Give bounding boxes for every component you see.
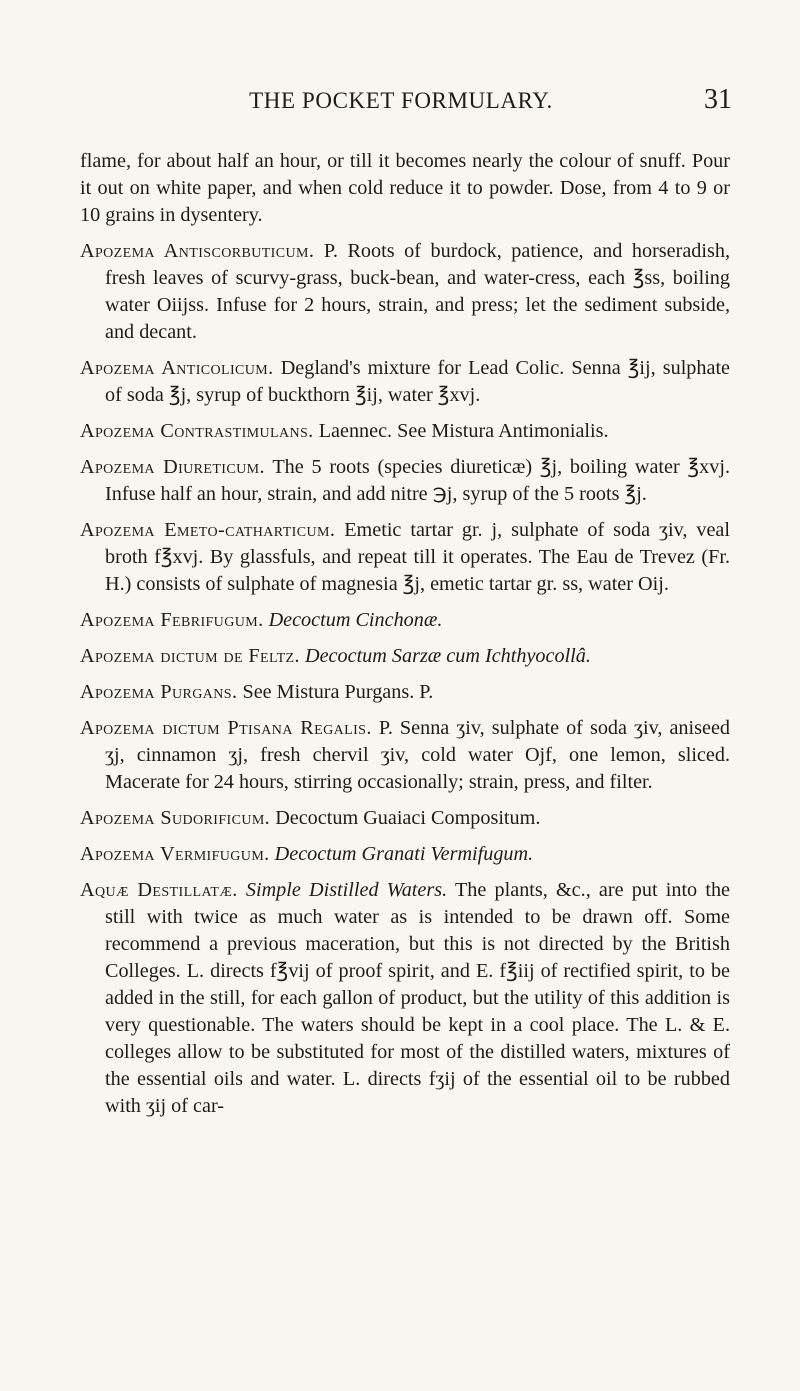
entry-apozema-de-feltz [80,643,730,670]
entry-apozema-antiscorbuticum [80,238,730,346]
running-title: THE POCKET FORMULARY. [249,88,553,113]
entry-italic-text: Decoctum Granati Vermifugum. [274,843,534,865]
entry-apozema-purgans [80,679,730,706]
entry-heading: Apozema Sudorificum. [80,807,271,829]
entry-heading: Apozema Diureticum. [80,456,265,478]
entry-heading: Apozema Febrifugum. [80,609,264,631]
entry-text: flame, for about half an hour, or till it becomes nearly the colour of snuff. Pour it out on white paper, and when cold reduce it to powder. Dose, from 4 to 9 or 10 grains in dysentery. [80,150,730,226]
entry-heading: Apozema Vermifugum. [80,843,270,865]
entry-text: The plants, &c., are put into the still with twice as much water as is intended to be drawn off. Some recommend a previous maceration, but this is not directed by the British Colleges. L. directs f℥vij of proof spirit, and E. f℥iij of rectified spirit, to be added in the still, for each gallon of product, but the utility of this addition is very questionable. The waters should be kept in a cool place. The L. & E. colleges allow to be substituted for most of the distilled waters, mixtures of the essential oils and water. L. directs fʒij of the essential oil to be rubbed with ʒij of car- [105,879,730,1117]
entry-heading: Apozema dictum Ptisana Regalis. [80,717,372,739]
entry-text: P. Roots of burdock, patience, and horseradish, fresh leaves of scurvy-grass, buck-bean, and water-cress, each ℥ss, boiling water Oiijss. Infuse for 2 hours, strain, and press; let the sediment subside, and decant. [105,240,730,343]
page-body [80,148,730,1129]
entry-text: Decoctum Guaiaci Compositum. [275,807,541,829]
entry-heading: Apozema Anticolicum. [80,357,274,379]
entry-text: Degland's mixture for Lead Colic. Senna ℥ij, sulphate of soda ℥j, syrup of buckthorn ℥ij, water ℥xvj. [105,357,731,406]
entry-apozema-contrastimulans [80,418,730,445]
entry-apozema-diureticum [80,454,730,508]
entry-apozema-febrifugum [80,607,730,634]
entry-text: Laennec. See Mistura Antimonialis. [318,420,609,442]
entry-italic-text: Decoctum Sarzæ cum Ichthyocollâ. [305,645,591,667]
entry-text: Emetic tartar gr. j, sulphate of soda ʒiv, veal broth f℥xvj. By glassfuls, and repeat till it operates. The Eau de Trevez (Fr. H.) consists of sulphate of magnesia ℥j, emetic tartar gr. ss, water Oij. [105,519,731,595]
entry-heading: Apozema Purgans. [80,681,238,703]
entry-aquae-destillatae [80,877,730,1120]
entry-heading: Aquæ Destillatæ. [80,879,238,901]
entry-apozema-sudorificum [80,805,730,832]
entry-heading: Apozema Antiscorbuticum. [80,240,315,262]
entry-heading: Apozema Contrastimulans. [80,420,314,442]
entry-continuation [80,148,730,229]
entry-text: See Mistura Purgans. P. [242,681,434,703]
entry-text: The 5 roots (species diureticæ) ℥j, boiling water ℥xvj. Infuse half an hour, strain, and add nitre ℈j, syrup of the 5 roots ℥j. [105,456,730,505]
entry-apozema-vermifugum [80,841,730,868]
page-number: 31 [704,84,732,115]
entry-apozema-ptisana-regalis [80,715,730,796]
page-header [70,84,732,120]
entry-heading: Apozema dictum de Feltz. [80,645,300,667]
entry-apozema-anticolicum [80,355,730,409]
entry-text: P. Senna ʒiv, sulphate of soda ʒiv, aniseed ʒj, cinnamon ʒj, fresh chervil ʒiv, cold water Ojf, one lemon, sliced. Macerate for 24 hours, stirring occasionally; strain, press, and filter. [105,717,731,793]
entry-apozema-emeto-catharticum [80,517,730,598]
entry-italic-text: Decoctum Cinchonæ. [268,609,443,631]
entry-italic-text: Simple Distilled Waters. [245,879,448,901]
entry-heading: Apozema Emeto-catharticum. [80,519,336,541]
